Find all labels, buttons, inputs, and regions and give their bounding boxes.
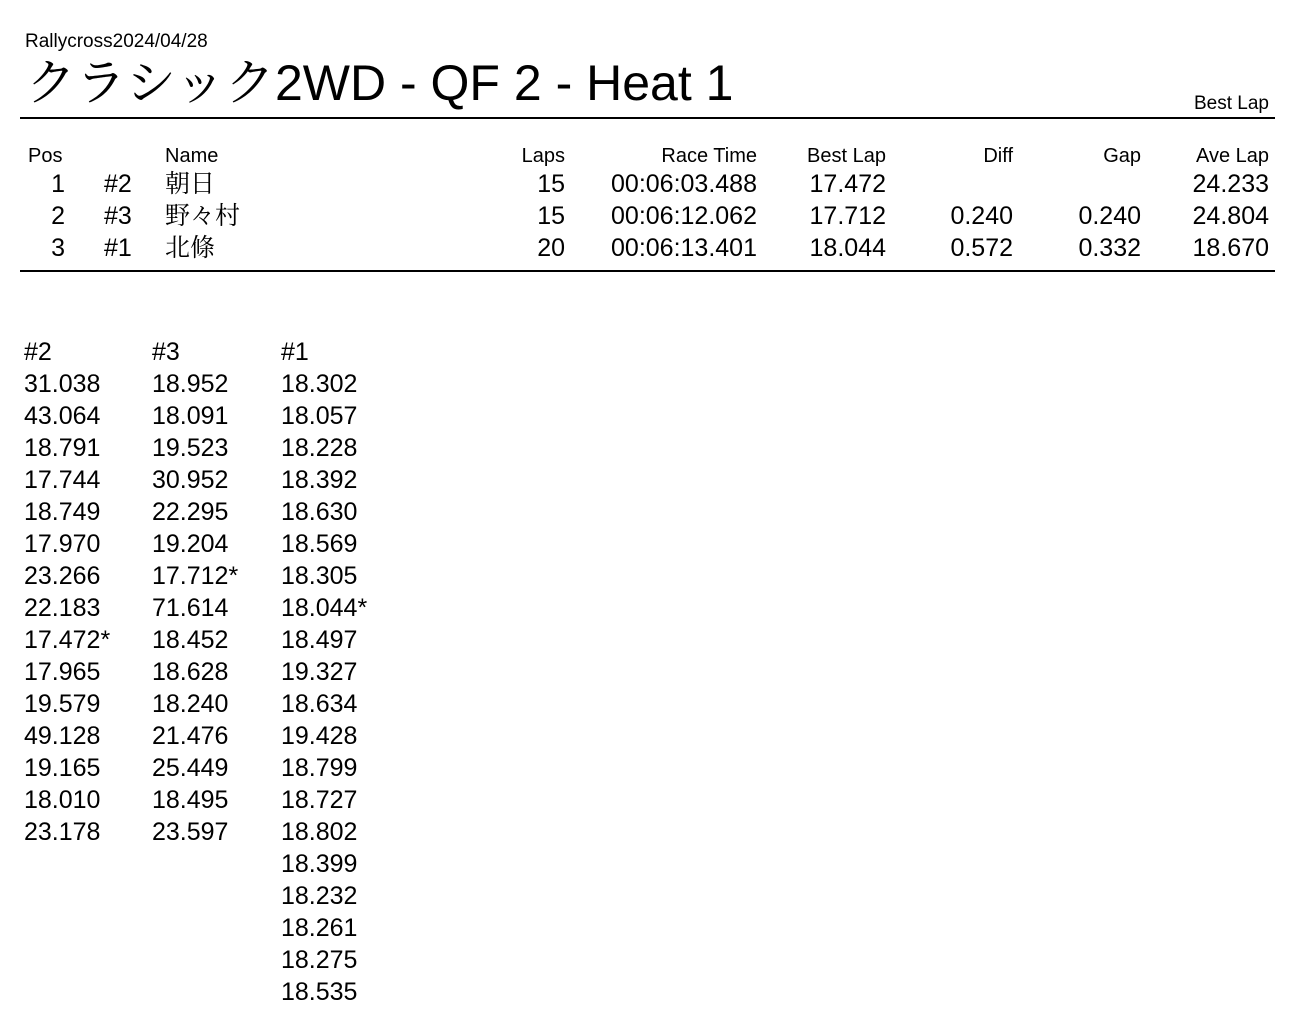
lap-time: 18.497	[281, 626, 358, 654]
top-divider	[20, 117, 1275, 119]
lap-column-car-number: #3	[152, 338, 180, 366]
result-best-lap: 17.712	[809, 202, 886, 230]
lap-list	[281, 368, 367, 1008]
result-gap: 0.332	[1078, 234, 1141, 262]
lap-time: 18.232	[281, 882, 358, 910]
lap-column	[24, 336, 110, 848]
bottom-divider	[20, 270, 1275, 272]
lap-time: 18.749	[24, 498, 101, 526]
result-pos: 1	[51, 170, 65, 198]
lap-list	[24, 368, 110, 848]
lap-time: 19.327	[281, 658, 358, 686]
lap-time: 22.295	[152, 498, 229, 526]
lap-time: 31.038	[24, 370, 101, 398]
result-car-number: #3	[104, 202, 132, 230]
lap-time: 18.228	[281, 434, 358, 462]
lap-time: 19.165	[24, 754, 101, 782]
lap-time: 71.614	[152, 594, 229, 622]
lap-time: 18.452	[152, 626, 229, 654]
result-best-lap: 18.044	[809, 234, 886, 262]
lap-time: 49.128	[24, 722, 101, 750]
result-race-time: 00:06:13.401	[611, 234, 757, 262]
lap-time: 18.302	[281, 370, 358, 398]
lap-time: 18.799	[281, 754, 358, 782]
result-driver-name: 北條	[165, 234, 216, 262]
result-race-time: 00:06:03.488	[611, 170, 757, 198]
lap-time: 17.712*	[152, 562, 239, 590]
lap-time: 18.010	[24, 786, 101, 814]
lap-time: 25.449	[152, 754, 229, 782]
result-ave-lap: 24.804	[1192, 202, 1269, 230]
column-header-ave-lap: Ave Lap	[1195, 145, 1269, 167]
result-laps: 15	[537, 170, 565, 198]
lap-time: 17.472*	[24, 626, 111, 654]
lap-time: 18.727	[281, 786, 358, 814]
lap-time: 22.183	[24, 594, 101, 622]
table-row	[0, 168, 1296, 200]
page-title: クラシック2WD - QF 2 - Heat 1	[26, 55, 734, 111]
column-header-race-time: Race Time	[661, 145, 757, 167]
result-ave-lap: 18.670	[1192, 234, 1269, 262]
lap-time: 18.535	[281, 978, 358, 1006]
lap-column-car-number: #1	[281, 338, 309, 366]
lap-time: 18.952	[152, 370, 229, 398]
column-header-name: Name	[165, 145, 219, 167]
lap-column	[281, 336, 367, 1008]
result-pos: 2	[51, 202, 65, 230]
result-car-number: #2	[104, 170, 132, 198]
lap-column-car-number: #2	[24, 338, 52, 366]
lap-time: 18.569	[281, 530, 358, 558]
result-gap: 0.240	[1078, 202, 1141, 230]
column-header-gap: Gap	[1103, 145, 1141, 167]
result-pos: 3	[51, 234, 65, 262]
lap-time: 18.802	[281, 818, 358, 846]
lap-time: 18.634	[281, 690, 358, 718]
result-laps: 20	[537, 234, 565, 262]
lap-time: 23.178	[24, 818, 101, 846]
lap-time: 18.630	[281, 498, 358, 526]
results-table	[0, 144, 1296, 264]
lap-column	[152, 336, 238, 848]
column-header-diff: Diff	[983, 145, 1013, 167]
lap-time: 18.261	[281, 914, 358, 942]
sort-label: Best Lap	[1194, 93, 1269, 114]
result-ave-lap: 24.233	[1192, 170, 1269, 198]
lap-time: 18.392	[281, 466, 358, 494]
lap-time: 17.970	[24, 530, 101, 558]
lap-time: 18.044*	[281, 594, 368, 622]
table-row	[0, 232, 1296, 264]
result-diff: 0.572	[950, 234, 1013, 262]
lap-time: 19.204	[152, 530, 229, 558]
lap-time: 21.476	[152, 722, 229, 750]
lap-time: 18.091	[152, 402, 229, 430]
lap-time: 19.428	[281, 722, 358, 750]
lap-time: 23.597	[152, 818, 229, 846]
column-header-laps: Laps	[521, 145, 565, 167]
lap-time: 18.628	[152, 658, 229, 686]
result-race-time: 00:06:12.062	[611, 202, 757, 230]
lap-time: 18.275	[281, 946, 358, 974]
lap-time: 43.064	[24, 402, 101, 430]
result-driver-name: 野々村	[165, 202, 241, 230]
lap-time: 19.523	[152, 434, 229, 462]
column-header-best-lap: Best Lap	[807, 145, 886, 167]
lap-time: 17.965	[24, 658, 101, 686]
lap-time: 17.744	[24, 466, 101, 494]
lap-time: 18.495	[152, 786, 229, 814]
results-header-row	[0, 144, 1296, 168]
result-laps: 15	[537, 202, 565, 230]
lap-time: 18.399	[281, 850, 358, 878]
result-driver-name: 朝日	[165, 170, 216, 198]
result-best-lap: 17.472	[809, 170, 886, 198]
lap-time: 18.305	[281, 562, 358, 590]
result-diff: 0.240	[950, 202, 1013, 230]
result-car-number: #1	[104, 234, 132, 262]
lap-time: 18.791	[24, 434, 101, 462]
lap-time: 18.057	[281, 402, 358, 430]
lap-time: 23.266	[24, 562, 101, 590]
lap-time: 19.579	[24, 690, 101, 718]
lap-time: 18.240	[152, 690, 229, 718]
lap-list	[152, 368, 238, 848]
table-row	[0, 200, 1296, 232]
column-header-pos: Pos	[28, 145, 63, 167]
lap-time: 30.952	[152, 466, 229, 494]
event-date-label: Rallycross2024/04/28	[25, 31, 208, 52]
